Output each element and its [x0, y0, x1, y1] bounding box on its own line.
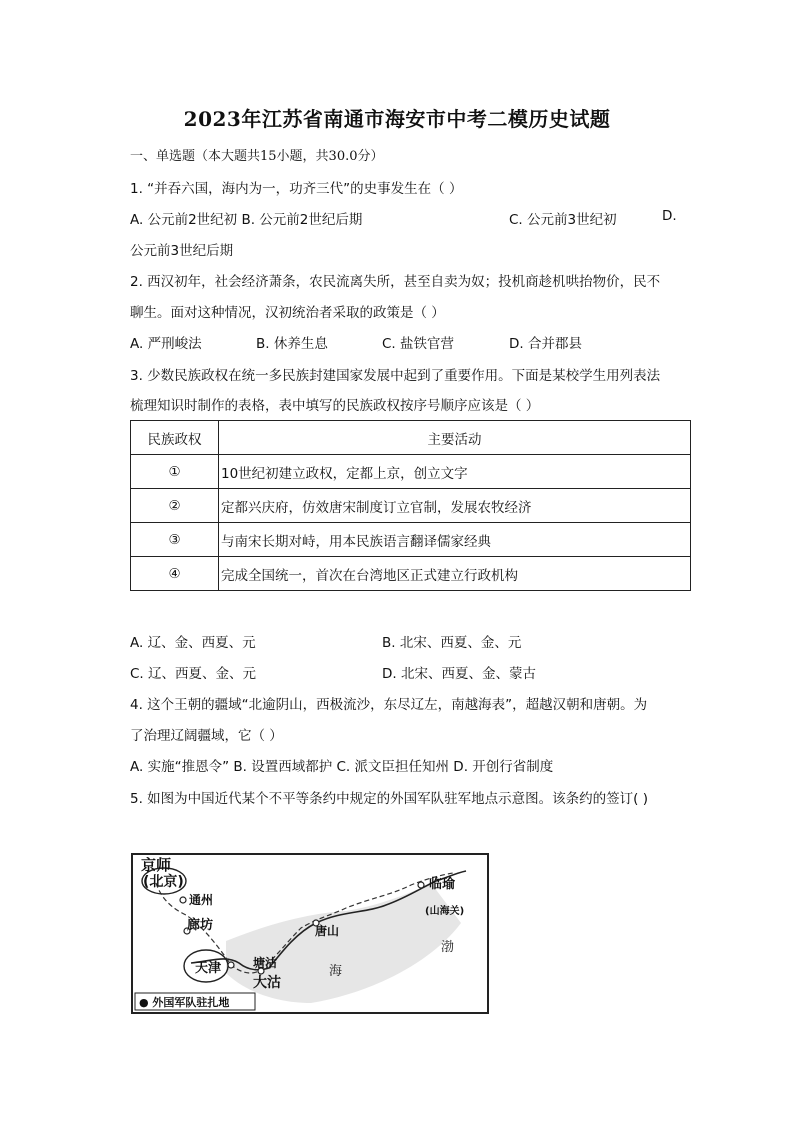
ethnic-regime-table: [130, 420, 691, 591]
q2-stem-line1: 2. 西汉初年，社会经济萧条，农民流离失所，甚至自卖为奴；投机商趁机哄抬物价，民不: [130, 274, 661, 290]
q1-option-c: C. 公元前3世纪初: [509, 212, 617, 228]
label-tanggu: 塘沽: [253, 956, 278, 970]
label-shanhaiguan: (山海关): [425, 906, 465, 917]
station-dot-tongzhou: [180, 897, 186, 903]
q5-stem: 5. 如图为中国近代某个不平等条约中规定的外国军队驻军地点示意图。该条约的签订( ): [130, 791, 648, 807]
station-dot-linyu: [418, 882, 424, 888]
label-tangshan: 唐山: [315, 924, 340, 938]
label-sea-hai: 海: [329, 964, 343, 979]
label-dagu: 大沽: [253, 975, 281, 991]
label-tongzhou: 通州: [189, 893, 214, 907]
q1-options-ab: A. 公元前2世纪初 B. 公元前2世纪后期: [130, 212, 363, 228]
table-row: [131, 557, 691, 591]
q3-option-d: D. 北宋、西夏、金、蒙古: [382, 666, 536, 682]
table-header-cell: 主要活动: [219, 421, 691, 455]
label-tianjin: 天津: [195, 961, 222, 976]
q4-stem-line1: 4. 这个王朝的疆域“北逾阴山，西极流沙，东尽辽左，南越海表”，超越汉朝和唐朝。为: [130, 697, 648, 713]
troop-station-map: [131, 853, 489, 1014]
label-sea-bo: 渤: [441, 940, 455, 955]
table-cell-number: ①: [131, 455, 219, 489]
table-cell-activity: 与南宋长期对峙，用本民族语言翻译儒家经典: [219, 523, 691, 557]
table-cell-number: ②: [131, 489, 219, 523]
q4-options: A. 实施“推恩令” B. 设置西域都护 C. 派文臣担任知州 D. 开创行省制度: [130, 759, 554, 775]
q2-option-d: D. 合并郡县: [509, 336, 582, 352]
table-header-cell: 民族政权: [131, 421, 219, 455]
q3-stem-line1: 3. 少数民族政权在统一多民族封建国家发展中起到了重要作用。下面是某校学生用列表法: [130, 368, 661, 384]
table-cell-activity: 定都兴庆府，仿效唐宋制度订立官制，发展农牧经济: [219, 489, 691, 523]
label-linyu: 临瑜: [429, 877, 456, 892]
q2-option-b: B. 休养生息: [256, 336, 328, 352]
table-cell-activity: 10世纪初建立政权，定都上京，创立文字: [219, 455, 691, 489]
q4-stem-line2: 了治理辽阔疆域，它（ ）: [130, 728, 283, 744]
q2-option-c: C. 盐铁官营: [382, 336, 455, 352]
table-cell-number: ④: [131, 557, 219, 591]
label-langfang: 廊坊: [187, 918, 214, 933]
table-cell-number: ③: [131, 523, 219, 557]
q1-stem: 1. “并吞六国，海内为一，功齐三代”的史事发生在（ ）: [130, 181, 463, 197]
q1-option-d-text: 公元前3世纪后期: [130, 243, 234, 259]
label-beijing: (北京): [143, 874, 184, 890]
q3-stem-line2: 梳理知识时制作的表格，表中填写的民族政权按序号顺序应该是（ ）: [130, 398, 540, 414]
table-header-row: [131, 421, 691, 455]
table-cell-activity: 完成全国统一，首次在台湾地区正式建立行政机构: [219, 557, 691, 591]
table-row: [131, 455, 691, 489]
table-row: [131, 489, 691, 523]
label-jingshi: 京师: [141, 856, 172, 874]
q3-option-a: A. 辽、金、西夏、元: [130, 635, 256, 651]
paper-title: 2023年江苏省南通市海安市中考二模历史试题: [183, 107, 611, 131]
q3-option-b: B. 北宋、西夏、金、元: [382, 635, 522, 651]
q2-option-a: A. 严刑峻法: [130, 336, 202, 352]
section-heading: 一、单选题（本大题共15小题，共30.0分）: [130, 149, 384, 164]
station-dot-tianjin: [228, 962, 234, 968]
q1-option-d-prefix: D.: [662, 208, 677, 224]
q3-option-c: C. 辽、西夏、金、元: [130, 666, 257, 682]
table-row: [131, 523, 691, 557]
map-legend-text: ● 外国军队驻扎地: [139, 996, 230, 1009]
q2-stem-line2: 聊生。面对这种情况，汉初统治者采取的政策是（ ）: [130, 305, 445, 321]
